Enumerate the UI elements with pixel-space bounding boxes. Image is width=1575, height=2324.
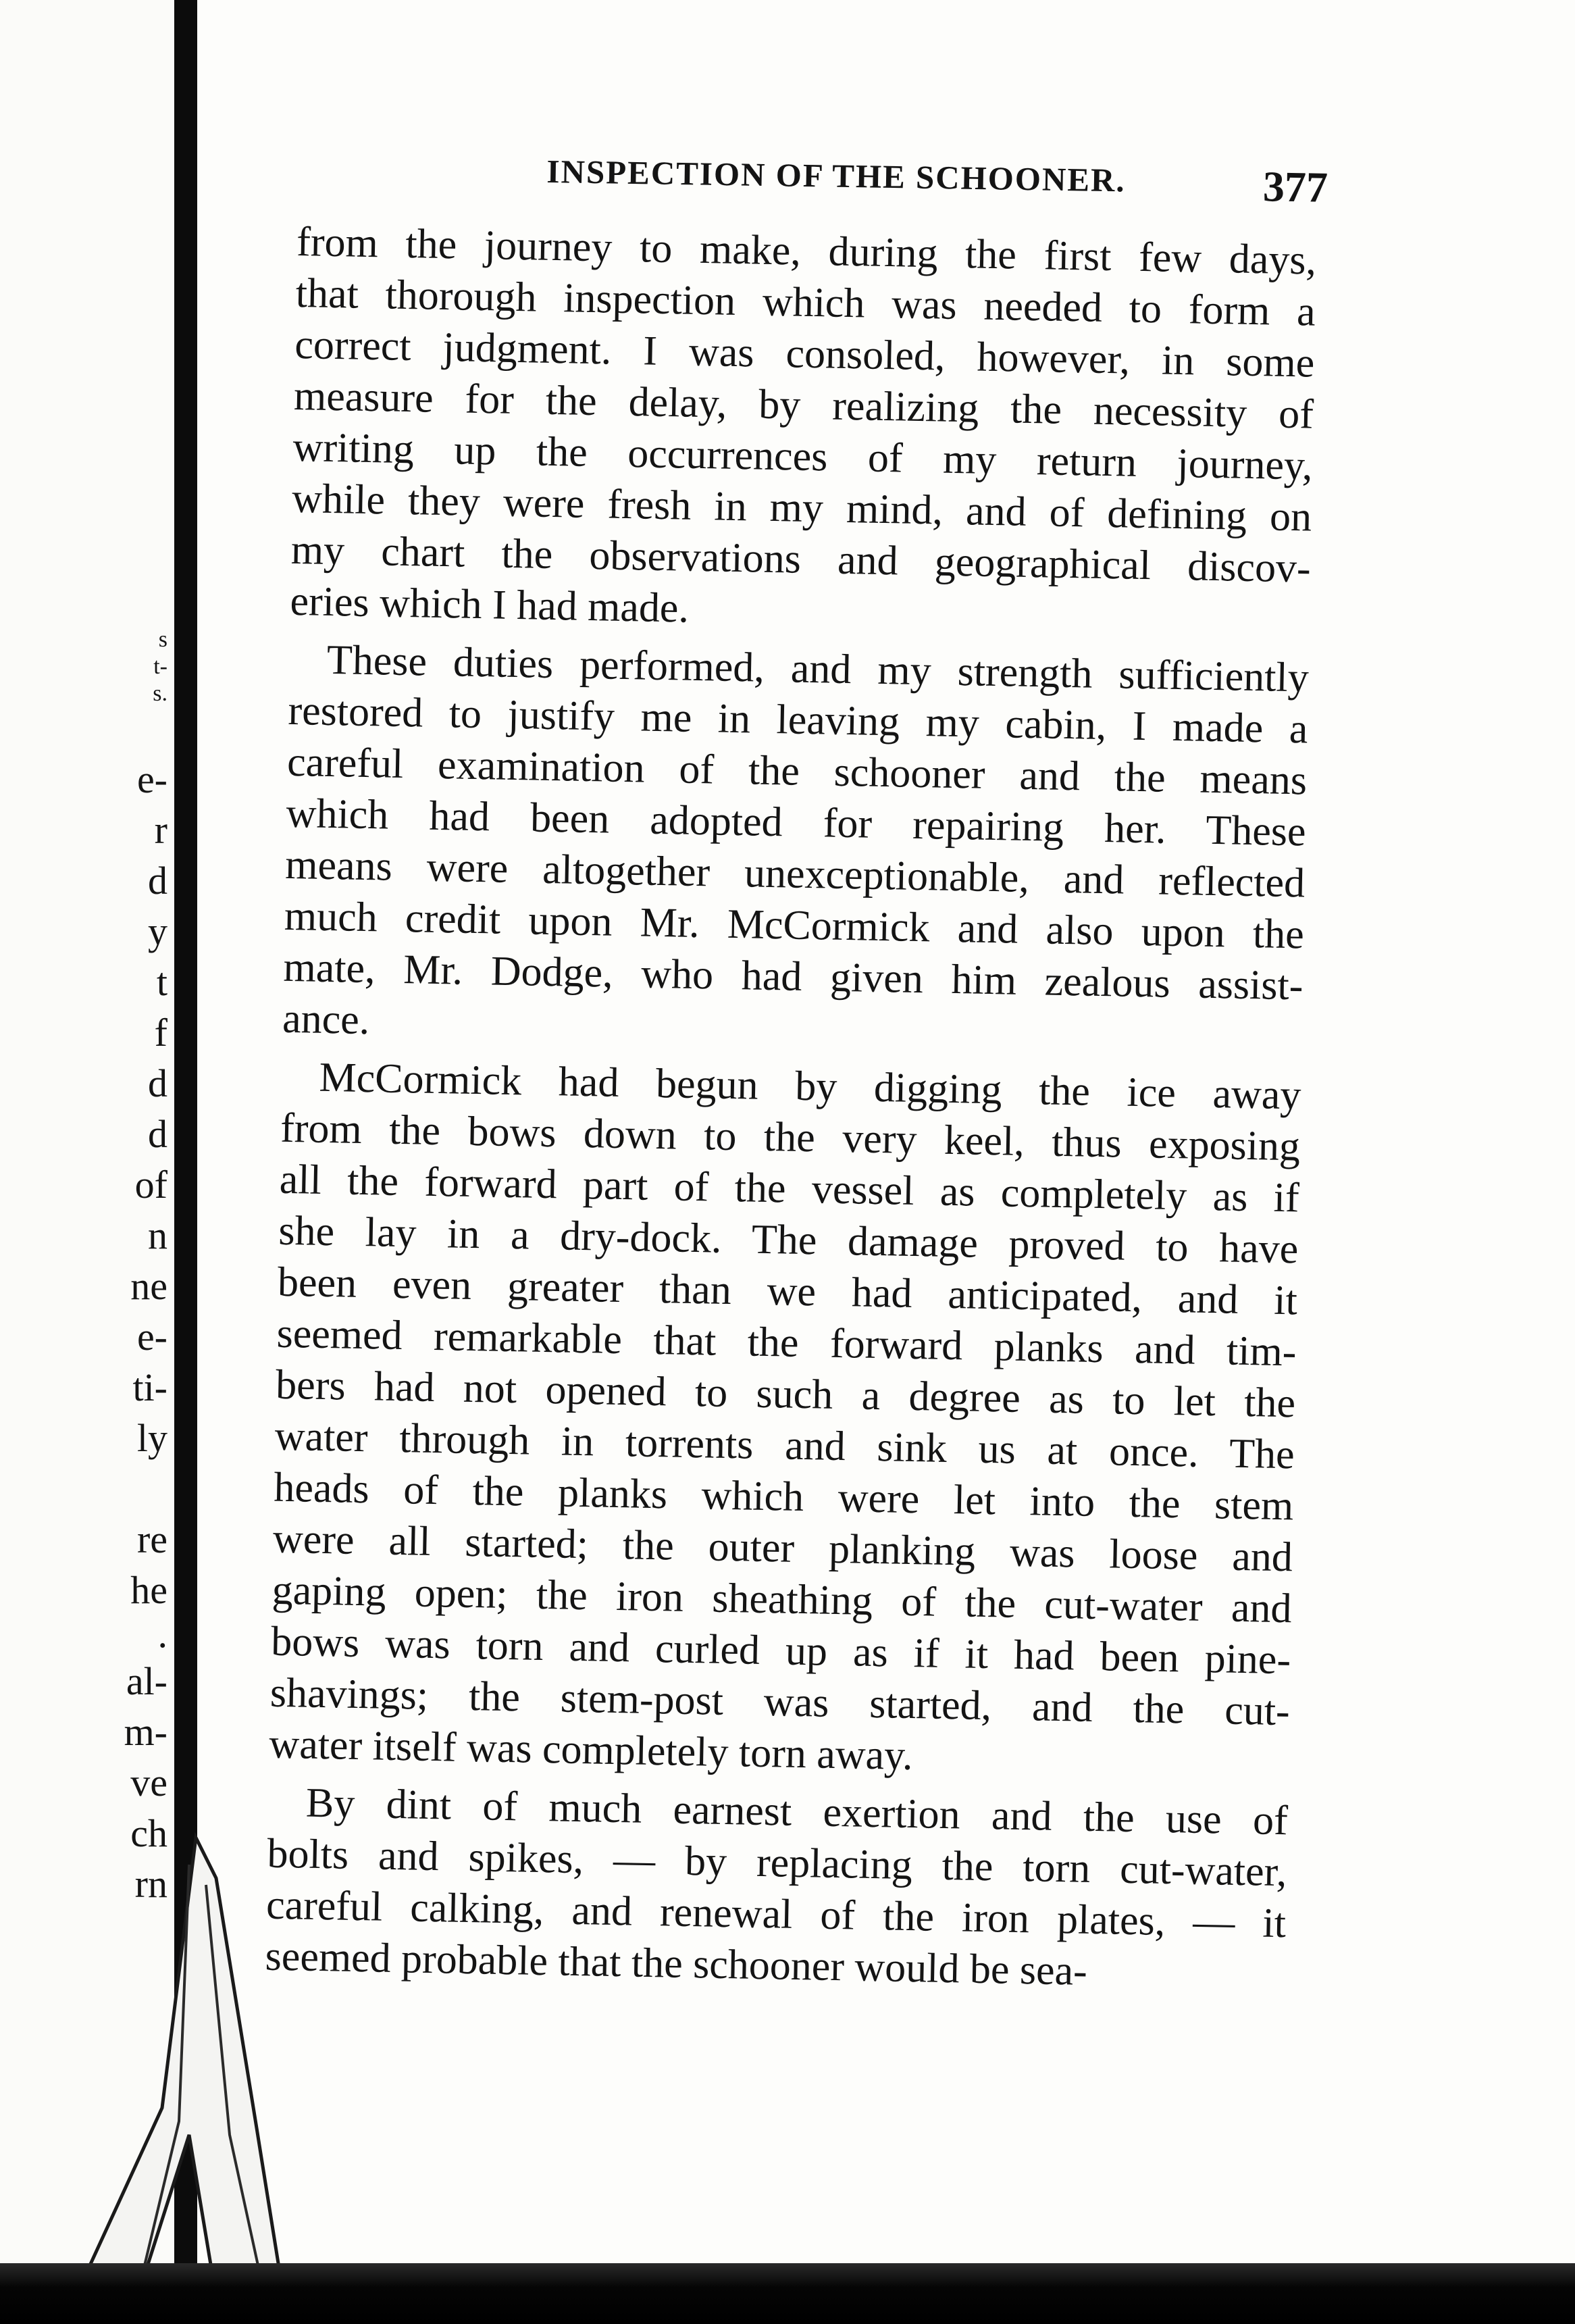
text-line: eries which I had made. <box>289 578 690 632</box>
previous-page-fragment: ly <box>136 1416 167 1460</box>
previous-page-fragment: t <box>156 960 167 1004</box>
text-line: water through in torrents and sink us at once. The <box>274 1413 1295 1478</box>
text-line: bows was torn and curled up as if it had been pine- <box>270 1618 1291 1684</box>
text-line: much credit upon Mr. McCormick and also upon the <box>284 892 1305 958</box>
previous-page-fragment: he <box>130 1568 167 1612</box>
previous-page-fragment: d <box>148 1112 167 1156</box>
text-line: McCormick had begun by digging the ice away <box>319 1054 1302 1119</box>
previous-page-fragment: s <box>158 627 167 652</box>
bottom-scan-shadow <box>0 2263 1575 2324</box>
previous-page-fragment: re <box>136 1517 167 1561</box>
previous-page-fragment: n <box>148 1213 167 1257</box>
previous-page-fragment: al- <box>126 1659 167 1703</box>
previous-page-fragment: d <box>148 1061 167 1105</box>
text-line: writing up the occurrences of my return journey, <box>292 424 1314 489</box>
text-line: means were altogether unexceptionable, and reflected <box>284 841 1306 907</box>
text-line: measure for the delay, by realizing the necessity of <box>293 372 1314 438</box>
text-line: bers had not opened to such a degree as to let the <box>275 1361 1296 1427</box>
text-line: careful calking, and renewal of the iron plates, — it <box>265 1881 1287 1947</box>
text-line: from the bows down to the very keel, thus exposing <box>280 1105 1301 1170</box>
previous-page-fragment: r <box>154 808 167 852</box>
body-text <box>265 216 1337 2001</box>
paragraph <box>269 1051 1322 1789</box>
text-line: she lay in a dry-dock. The damage proved to have <box>278 1207 1299 1273</box>
previous-page-fragment: rn <box>134 1862 167 1906</box>
text-line: correct judgment. I was consoled, however, in some <box>294 321 1315 386</box>
text-line: seemed remarkable that the forward planks and tim- <box>276 1310 1297 1375</box>
paragraph <box>265 1777 1308 2001</box>
text-line: heads of the planks which were let into the stem <box>273 1464 1294 1530</box>
previous-page-fragment: of <box>134 1163 167 1207</box>
previous-page-fragment: ve <box>130 1761 167 1804</box>
text-line: careful examination of the schooner and the means <box>286 738 1308 804</box>
text-line: while they were fresh in my mind, and of defining on <box>291 475 1312 540</box>
page-number: 377 <box>1262 162 1328 211</box>
previous-page-fragment: y <box>148 909 167 953</box>
text-line: ance. <box>282 995 370 1044</box>
previous-page-fragment: ch <box>130 1811 167 1855</box>
previous-page-fragment: f <box>154 1011 167 1055</box>
previous-page-fragment: . <box>157 1612 167 1656</box>
paragraph <box>290 216 1337 646</box>
text-line: By dint of much earnest exertion and the use of <box>305 1779 1289 1844</box>
text-line: seemed probable that the schooner would be sea- <box>265 1933 1088 1994</box>
previous-page-fragment: e- <box>136 757 167 801</box>
previous-page-fragment: m- <box>124 1710 167 1754</box>
text-line: shavings; the stem-post was started, and the cut- <box>269 1669 1291 1735</box>
text-line: gaping open; the iron sheathing of the cut-water and <box>272 1567 1293 1632</box>
previous-page-fragment: ne <box>130 1264 167 1308</box>
previous-page-fragment: s. <box>153 681 167 706</box>
text-line: These duties performed, and my strength sufficiently <box>326 636 1310 701</box>
previous-page-fragment: e- <box>136 1315 167 1359</box>
text-line: were all started; the outer planking was loose and <box>272 1515 1293 1581</box>
text-line: my chart the observations and geographical discov- <box>290 526 1312 592</box>
text-line: which had been adopted for repairing her. These <box>286 790 1307 855</box>
text-line: water itself was completely torn away. <box>268 1721 914 1779</box>
previous-page-fragment: t- <box>153 654 167 679</box>
text-line: all the forward part of the vessel as completely as if <box>279 1156 1300 1221</box>
text-line: that thorough inspection which was needed to form a <box>295 270 1316 335</box>
text-line: been even greater than we had anticipated, and it <box>277 1259 1298 1324</box>
text-line: mate, Mr. Dodge, who had given him zealous assist- <box>282 944 1303 1009</box>
paragraph <box>282 634 1330 1063</box>
previous-page-fragment: d <box>148 859 167 903</box>
previous-page-fragment: ti- <box>132 1365 167 1409</box>
running-head: INSPECTION OF THE SCHOONER. <box>546 152 1127 199</box>
text-line: restored to justify me in leaving my cabin, I made a <box>287 687 1308 753</box>
text-line: from the journey to make, during the first few days, <box>296 218 1317 284</box>
text-line: bolts and spikes, — by replacing the torn cut-water, <box>266 1830 1287 1896</box>
